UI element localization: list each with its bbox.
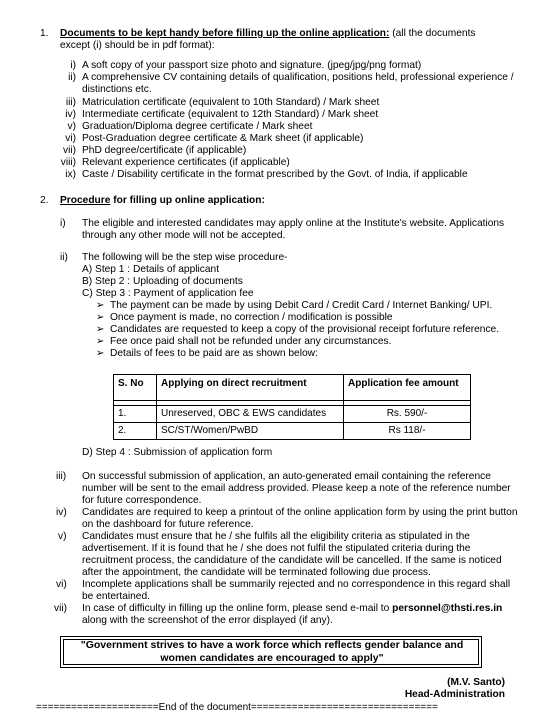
section-2-heading-rest: for filling up online application: bbox=[110, 195, 265, 206]
s2-item-7-text: In case of difficulty in filling up the online form, please send e-mail to bbox=[82, 603, 393, 614]
end-of-document-footer: =====================End of the document================================ bbox=[36, 702, 438, 713]
s2-item-3-line3: for future correspondence. bbox=[82, 495, 202, 506]
fee-header-sno: S. No bbox=[114, 375, 157, 401]
s2-roman-1: i) bbox=[60, 218, 66, 229]
s2-roman-5: v) bbox=[58, 531, 67, 542]
s1-item-7: PhD degree/certificate (if applicable) bbox=[82, 145, 247, 156]
fee-header-category: Applying on direct recruitment bbox=[157, 375, 344, 401]
fee-row-2-category: SC/ST/Women/PwBD bbox=[157, 423, 344, 440]
section-2-number: 2. bbox=[40, 195, 49, 206]
s1-roman-1: i) bbox=[70, 60, 76, 71]
fee-header-amount: Application fee amount bbox=[344, 375, 471, 401]
s1-roman-8: viii) bbox=[60, 157, 76, 168]
s2-item-4-line1: Candidates are required to keep a printout of the online application form by using the print button bbox=[82, 507, 518, 518]
bullet-3 bbox=[96, 324, 499, 336]
section-1-heading bbox=[60, 28, 476, 40]
bullet-3-text: Candidates are requested to keep a copy of the provisional receipt forfuture reference. bbox=[110, 324, 500, 335]
fee-table bbox=[113, 374, 471, 440]
fee-row-2-sno: 2. bbox=[114, 423, 157, 440]
s1-roman-2: ii) bbox=[68, 72, 76, 83]
s2-roman-4: iv) bbox=[56, 507, 67, 518]
s2-roman-6: vi) bbox=[56, 579, 67, 590]
bullet-4-text: Fee once paid shall not be refunded under any circumstances. bbox=[110, 336, 392, 347]
bullet-1 bbox=[96, 300, 492, 312]
step-4: D) Step 4 : Submission of application form bbox=[82, 447, 273, 458]
table-row bbox=[114, 406, 471, 423]
fee-row-1-category: Unreserved, OBC & EWS candidates bbox=[157, 406, 344, 423]
s1-item-2-line2: distinctions etc. bbox=[82, 84, 152, 95]
fee-row-1-amount: Rs. 590/- bbox=[344, 406, 471, 423]
s2-roman-3: iii) bbox=[56, 471, 67, 482]
s2-item-6-line2: be entertained. bbox=[82, 591, 150, 602]
bullet-4 bbox=[96, 336, 391, 348]
s1-roman-4: iv) bbox=[65, 109, 76, 120]
s1-item-3: Matriculation certificate (equivalent to 10th Standard) / Mark sheet bbox=[82, 97, 380, 108]
bullet-2 bbox=[96, 312, 393, 324]
s2-item-3-line1: On successful submission of application, an auto-generated email containing the reference bbox=[82, 471, 491, 482]
s2-roman-2: ii) bbox=[60, 252, 68, 263]
s1-item-6: Post-Graduation degree certificate & Mark sheet (if applicable) bbox=[82, 133, 364, 144]
quote-line-1: "Government strives to have a work force which reflects gender balance and bbox=[80, 639, 464, 651]
fee-row-1-sno: 1. bbox=[114, 406, 157, 423]
s1-roman-9: ix) bbox=[65, 169, 76, 180]
arrow-bullet-icon: ➢ bbox=[96, 300, 105, 311]
bullet-1-text: The payment can be made by using Debit Card / Credit Card / Internet Banking/ UPI. bbox=[110, 300, 493, 311]
bullet-2-text: Once payment is made, no correction / modification is possible bbox=[110, 312, 393, 323]
table-row bbox=[114, 423, 471, 440]
s1-item-1: A soft copy of your passport size photo and signature. (jpeg/jpg/png format) bbox=[82, 60, 422, 71]
step-1: A) Step 1 : Details of applicant bbox=[82, 264, 220, 275]
section-1-heading-rest: (all the documents bbox=[389, 28, 476, 39]
s2-item-1-line2: through any other mode will not be accepted. bbox=[82, 230, 286, 241]
s1-item-2: A comprehensive CV containing details of qualification, positions held, professional experience / bbox=[82, 72, 514, 83]
section-2-heading bbox=[60, 195, 265, 207]
arrow-bullet-icon: ➢ bbox=[96, 324, 105, 335]
s1-item-9: Caste / Disability certificate in the format prescribed by the Govt. of India, if applicable bbox=[82, 169, 468, 180]
s2-item-5-line2: advertisement. If it is found that he / she does not fulfil the stipulated criteria during the bbox=[82, 543, 471, 554]
s1-roman-7: vii) bbox=[62, 145, 76, 156]
s1-roman-6: vi) bbox=[65, 133, 76, 144]
arrow-bullet-icon: ➢ bbox=[96, 336, 105, 347]
signatory-title: Head-Administration bbox=[404, 689, 505, 700]
bullet-5-text: Details of fees to be paid are as shown below: bbox=[110, 348, 318, 359]
s2-item-5-line4: after the appointment, the candidate will be terminated following due process. bbox=[82, 567, 431, 578]
section-1-number: 1. bbox=[40, 28, 49, 39]
arrow-bullet-icon: ➢ bbox=[96, 348, 105, 359]
s2-item-1-line1: The eligible and interested candidates may apply online at the Institute's website. Applications bbox=[82, 218, 505, 229]
s2-item-7-line1 bbox=[82, 603, 502, 615]
s2-item-5-line3: recruitment process, the candidature of the candidate will be cancelled. If the same is noticed bbox=[82, 555, 502, 566]
step-2: B) Step 2 : Uploading of documents bbox=[82, 276, 243, 287]
arrow-bullet-icon: ➢ bbox=[96, 312, 105, 323]
s1-item-8: Relevant experience certificates (if applicable) bbox=[82, 157, 290, 168]
s2-item-5-line1: Candidates must ensure that he / she fulfils all the eligibility criteria as stipulated in the bbox=[82, 531, 470, 542]
fee-table-header bbox=[114, 375, 471, 401]
s1-roman-3: iii) bbox=[65, 97, 76, 108]
s1-item-4: Intermediate certificate (equivalent to 12th Standard) / Mark sheet bbox=[82, 109, 379, 120]
section-1-heading-bold: Documents to be kept handy before filling up the online application: bbox=[60, 28, 390, 39]
s2-item-2-intro: The following will be the step wise procedure- bbox=[82, 252, 288, 263]
fee-row-2-amount: Rs 118/- bbox=[344, 423, 471, 440]
s2-item-7-line2: along with the screenshot of the error displayed (if any). bbox=[82, 615, 333, 626]
s2-item-6-line1: Incomplete applications shall be summarily rejected and no correspondence in this regard shall bbox=[82, 579, 511, 590]
bullet-5 bbox=[96, 348, 318, 360]
s2-roman-7: vii) bbox=[54, 603, 68, 614]
s2-item-4-line2: on the dashboard for future reference. bbox=[82, 519, 254, 530]
section-1-heading-line2: except (i) should be in pdf format): bbox=[60, 40, 215, 51]
quote-line-2: women candidates are encouraged to apply" bbox=[160, 652, 384, 664]
s1-roman-5: v) bbox=[67, 121, 76, 132]
s2-item-3-line2: number will be sent to the email address provided. Please keep a note of the reference number bbox=[82, 483, 511, 494]
signatory-name: (M.V. Santo) bbox=[447, 677, 505, 688]
s1-item-5: Graduation/Diploma degree certificate / Mark sheet bbox=[82, 121, 313, 132]
contact-email: personnel@thsti.res.in bbox=[392, 603, 503, 614]
step-3: C) Step 3 : Payment of application fee bbox=[82, 288, 254, 299]
section-2-heading-underlined: Procedure bbox=[60, 195, 111, 206]
